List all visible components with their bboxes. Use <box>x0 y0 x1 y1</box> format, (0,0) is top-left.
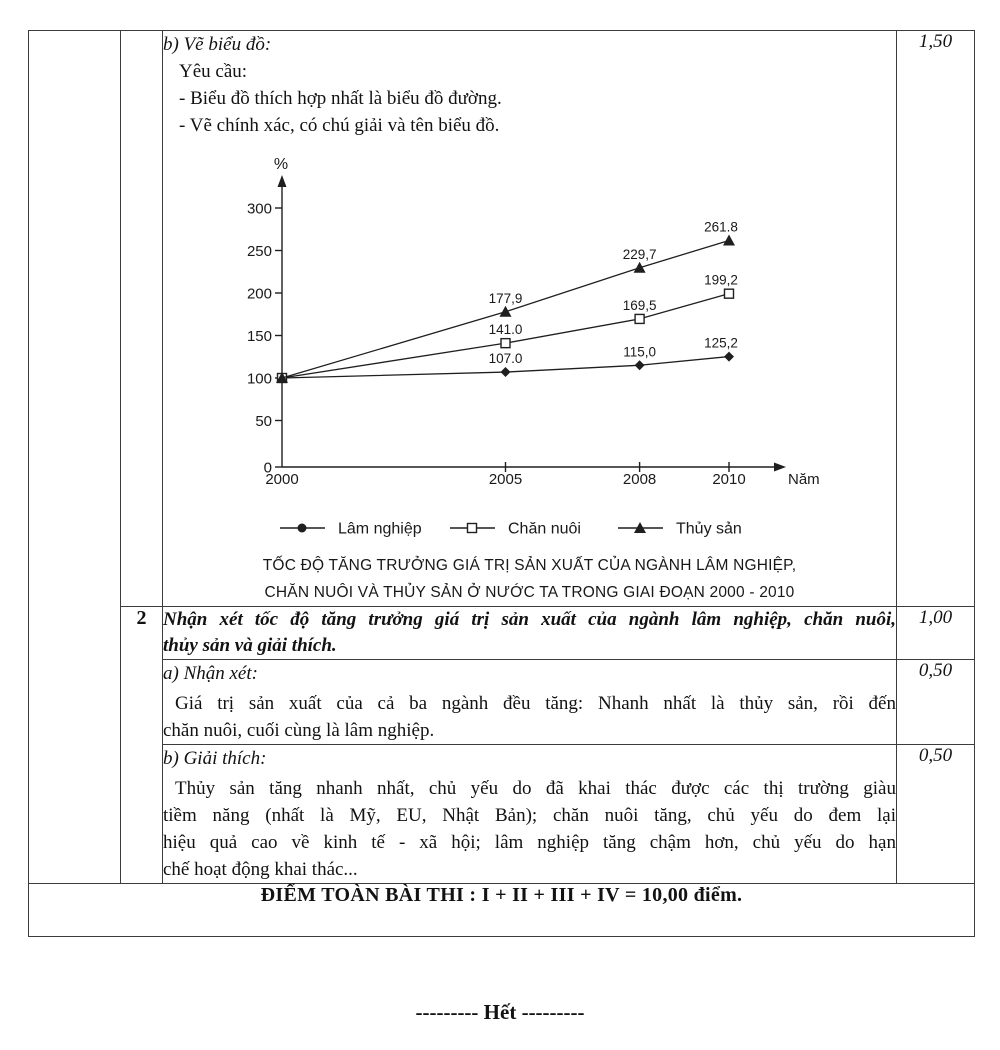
data-point-label: 141.0 <box>488 322 523 338</box>
question-roman-cell <box>29 31 121 884</box>
content-cell-giai-thich <box>163 745 897 884</box>
table-row <box>29 884 975 937</box>
content-cell-chart <box>163 31 897 607</box>
y-tick-label: 250 <box>246 243 272 260</box>
score-cell: 1,00 <box>897 607 975 660</box>
answer-text-line: Giá trị sản xuất của cả ba ngành đều tăng: Nhanh nhất là thủy sản, rồi đến <box>175 693 896 714</box>
y-tick-label: 50 <box>255 413 272 430</box>
y-tick-label: 100 <box>246 370 272 388</box>
y-tick-label: 150 <box>246 328 272 345</box>
question-number-cell: 2 <box>121 607 163 884</box>
line-chart-svg <box>245 155 905 547</box>
x-axis-arrow <box>774 463 786 472</box>
table-row <box>29 745 975 884</box>
table-row <box>29 31 975 607</box>
y-tick-label: 0 <box>263 459 272 477</box>
score-cell: 0,50 <box>897 660 975 745</box>
data-point-label: 125,2 <box>704 335 738 351</box>
answer-text-line: tiềm năng (nhất là Mỹ, EU, Nhật Bản); chăn nuôi tăng, chủ yếu do đem lại <box>163 805 896 826</box>
x-tick-label: 2000 <box>265 471 299 488</box>
score-cell: 1,50 <box>897 31 975 607</box>
requirement-line: Yêu cầu: <box>179 61 248 82</box>
total-score-row: ĐIỂM TOÀN BÀI THI : I + II + III + IV = 10,00 điểm. <box>29 884 975 937</box>
question-number-cell-empty <box>121 31 163 607</box>
table-row <box>29 660 975 745</box>
data-point-marker <box>501 367 511 377</box>
data-point-label: 169,5 <box>622 297 657 313</box>
score-cell: 0,50 <box>897 745 975 884</box>
data-point-label: 199,2 <box>704 272 738 288</box>
end-of-document-marker: --------- Hết --------- <box>415 1000 585 1024</box>
data-point-label: 107.0 <box>488 351 523 367</box>
x-tick-label: 2008 <box>622 471 657 488</box>
data-point-marker <box>723 234 735 245</box>
requirement-line: - Vẽ chính xác, có chú giải và tên biểu đồ. <box>179 115 500 136</box>
question-text-line: Nhận xét tốc độ tăng trưởng giá trị sản xuất của ngành lâm nghiệp, chăn nuôi, <box>163 609 896 630</box>
answer-text-line: chăn nuôi, cuối cùng là lâm nghiệp. <box>163 720 435 741</box>
growth-line-chart <box>245 155 905 547</box>
data-point-label: 115,0 <box>623 344 656 360</box>
table-row <box>29 607 975 660</box>
legend-label: Chăn nuôi <box>508 520 581 538</box>
y-axis-unit-label: % <box>273 156 289 173</box>
content-cell-question-2 <box>163 607 897 660</box>
section-heading: a) Nhận xét: <box>163 663 258 684</box>
y-axis-arrow <box>278 175 287 187</box>
question-text-line: thủy sản và giải thích. <box>163 635 337 656</box>
requirement-line: - Biểu đồ thích hợp nhất là biểu đồ đường. <box>179 88 502 109</box>
chart-title-line: TỐC ĐỘ TĂNG TRƯỞNG GIÁ TRỊ SẢN XUẤT CỦA NGÀNH LÂM NGHIỆP, <box>262 557 797 574</box>
answer-text-line: hiệu quả cao về kinh tế - xã hội; lâm nghiệp tăng chậm hơn, chủ yếu do hạn <box>163 832 896 853</box>
data-point-marker <box>634 262 646 273</box>
answer-text-line: Thủy sản tăng nhanh nhất, chủ yếu do đã khai thác được các thị trường giàu <box>175 778 896 799</box>
data-point-marker <box>635 314 644 323</box>
answer-text-line: chế hoạt động khai thác... <box>163 859 358 880</box>
data-point-label: 261.8 <box>704 219 738 235</box>
data-point-label: 177,9 <box>488 290 523 306</box>
section-heading: b) Giải thích: <box>163 748 267 769</box>
y-tick-label: 200 <box>246 285 272 303</box>
x-axis-unit-label: Năm <box>788 471 820 488</box>
content-cell-nhan-xet <box>163 660 897 745</box>
x-tick-label: 2005 <box>488 471 523 488</box>
data-point-marker <box>724 352 734 362</box>
x-tick-label: 2010 <box>712 471 746 488</box>
legend-marker <box>468 524 477 533</box>
chart-title <box>163 552 896 606</box>
data-point-marker <box>501 339 510 348</box>
data-point-marker <box>500 306 512 317</box>
legend-label: Thủy sản <box>676 520 742 538</box>
data-point-marker <box>725 289 734 298</box>
legend-marker <box>298 524 307 533</box>
data-point-label: 229,7 <box>622 246 657 262</box>
section-heading: b) Vẽ biểu đồ: <box>163 34 272 55</box>
y-tick-label: 300 <box>246 200 272 218</box>
data-point-marker <box>635 360 645 370</box>
answer-key-table <box>28 30 975 937</box>
chart-title-line: CHĂN NUÔI VÀ THỦY SẢN Ở NƯỚC TA TRONG GIAI ĐOẠN 2000 - 2010 <box>264 584 795 601</box>
legend-label: Lâm nghiệp <box>338 520 422 538</box>
